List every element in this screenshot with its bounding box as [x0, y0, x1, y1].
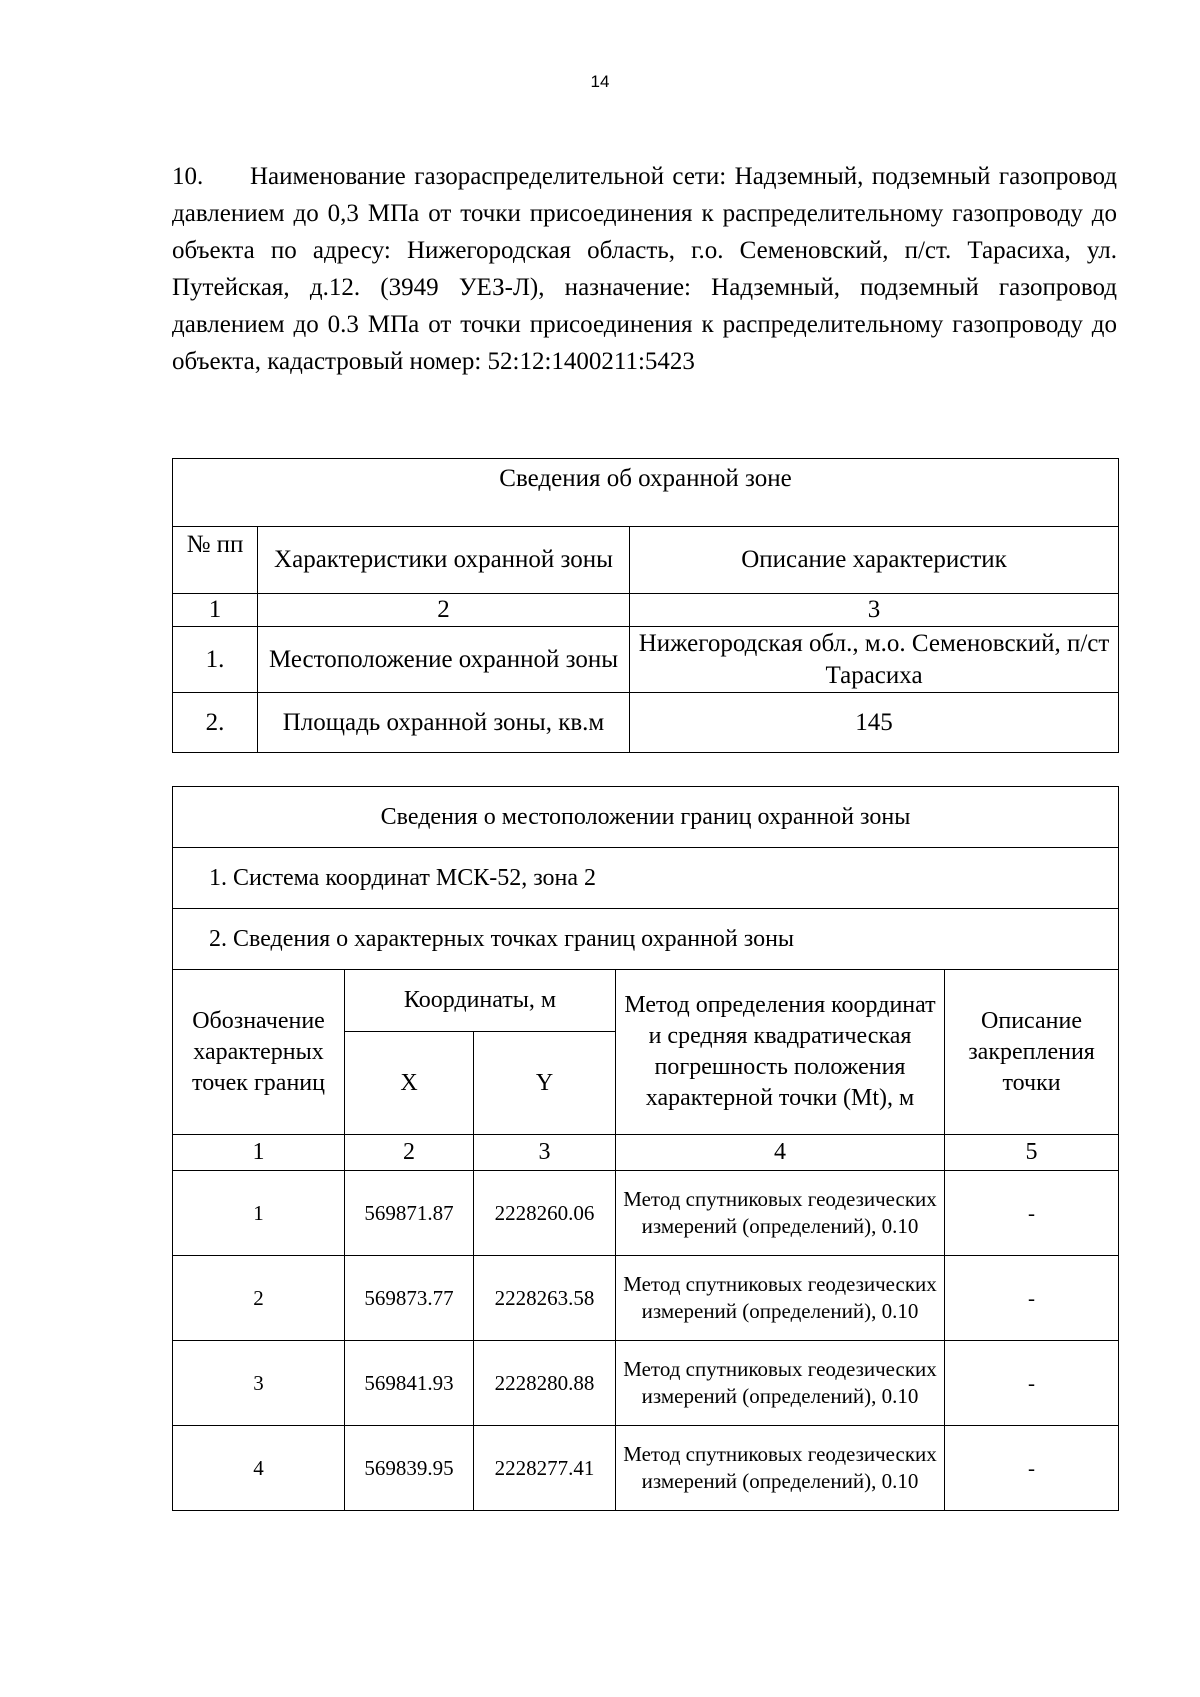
point-id: 4 [173, 1426, 345, 1511]
header-method: Метод определения координат и средняя квадратическая погрешность положения характерной точки (Mt), м [616, 970, 945, 1135]
point-id: 2 [173, 1256, 345, 1341]
protection-zone-table [172, 458, 1119, 753]
zone-header-num: № пп [173, 527, 258, 594]
points-heading: 2. Сведения о характерных точках границ охранной зоны [173, 909, 1119, 970]
bounds-col-number: 4 [616, 1135, 945, 1171]
point-fixing: - [945, 1426, 1119, 1511]
point-fixing: - [945, 1256, 1119, 1341]
header-coordinates: Координаты, м [345, 970, 616, 1032]
point-x: 569839.95 [345, 1426, 474, 1511]
coord-system: 1. Система координат МСК-52, зона 2 [173, 848, 1119, 909]
zone-row-num: 1. [173, 627, 258, 693]
bounds-col-number: 2 [345, 1135, 474, 1171]
zone-header-characteristic: Характеристики охранной зоны [258, 527, 630, 594]
zone-header-description: Описание характеристик [630, 527, 1119, 594]
bounds-table-title: Сведения о местоположении границ охранной зоны [173, 787, 1119, 848]
bounds-col-number: 1 [173, 1135, 345, 1171]
header-y: Y [474, 1032, 616, 1135]
header-fixing: Описание закрепления точки [945, 970, 1119, 1135]
section-paragraph [172, 158, 1117, 380]
point-id: 3 [173, 1341, 345, 1426]
zone-row-characteristic: Местоположение охранной зоны [258, 627, 630, 693]
zone-table-title: Сведения об охранной зоне [173, 459, 1119, 527]
zone-row-num: 2. [173, 693, 258, 753]
point-y: 2228263.58 [474, 1256, 616, 1341]
zone-col-number: 2 [258, 594, 630, 627]
point-method: Метод спутниковых геодезических измерений (определений), 0.10 [616, 1256, 945, 1341]
point-method: Метод спутниковых геодезических измерений (определений), 0.10 [616, 1171, 945, 1256]
point-fixing: - [945, 1341, 1119, 1426]
header-designation: Обозначение характерных точек границ [173, 970, 345, 1135]
point-x: 569841.93 [345, 1341, 474, 1426]
section-text: Наименование газораспределительной сети: Надземный, подземный газопровод давлением до 0,3 МПа от точки присоединения к распределительному газопроводу до объекта по адресу: Нижегородская область, г.о. Семеновский, п/ст. Тарасиха, ул. Путейская, д.12. (3949 УЕЗ-Л), назначение: Надземный, подземный газопровод давлением до 0.3 МПа от точки присоединения к распределительному газопроводу до объекта, кадастровый номер: 52:12:1400211:5423 [172, 163, 1117, 375]
zone-col-number: 3 [630, 594, 1119, 627]
zone-col-number: 1 [173, 594, 258, 627]
point-x: 569873.77 [345, 1256, 474, 1341]
point-method: Метод спутниковых геодезических измерений (определений), 0.10 [616, 1426, 945, 1511]
bounds-col-number: 3 [474, 1135, 616, 1171]
boundary-points-table [172, 786, 1119, 1511]
point-id: 1 [173, 1171, 345, 1256]
bounds-col-number: 5 [945, 1135, 1119, 1171]
zone-row-description: Нижегородская обл., м.о. Семеновский, п/ст Тарасиха [630, 627, 1119, 693]
page-number: 14 [590, 72, 610, 91]
zone-row-characteristic: Площадь охранной зоны, кв.м [258, 693, 630, 753]
point-y: 2228280.88 [474, 1341, 616, 1426]
point-y: 2228277.41 [474, 1426, 616, 1511]
point-fixing: - [945, 1171, 1119, 1256]
header-x: X [345, 1032, 474, 1135]
zone-row-description: 145 [630, 693, 1119, 753]
section-number: 10. [172, 163, 204, 190]
point-x: 569871.87 [345, 1171, 474, 1256]
point-method: Метод спутниковых геодезических измерений (определений), 0.10 [616, 1341, 945, 1426]
point-y: 2228260.06 [474, 1171, 616, 1256]
